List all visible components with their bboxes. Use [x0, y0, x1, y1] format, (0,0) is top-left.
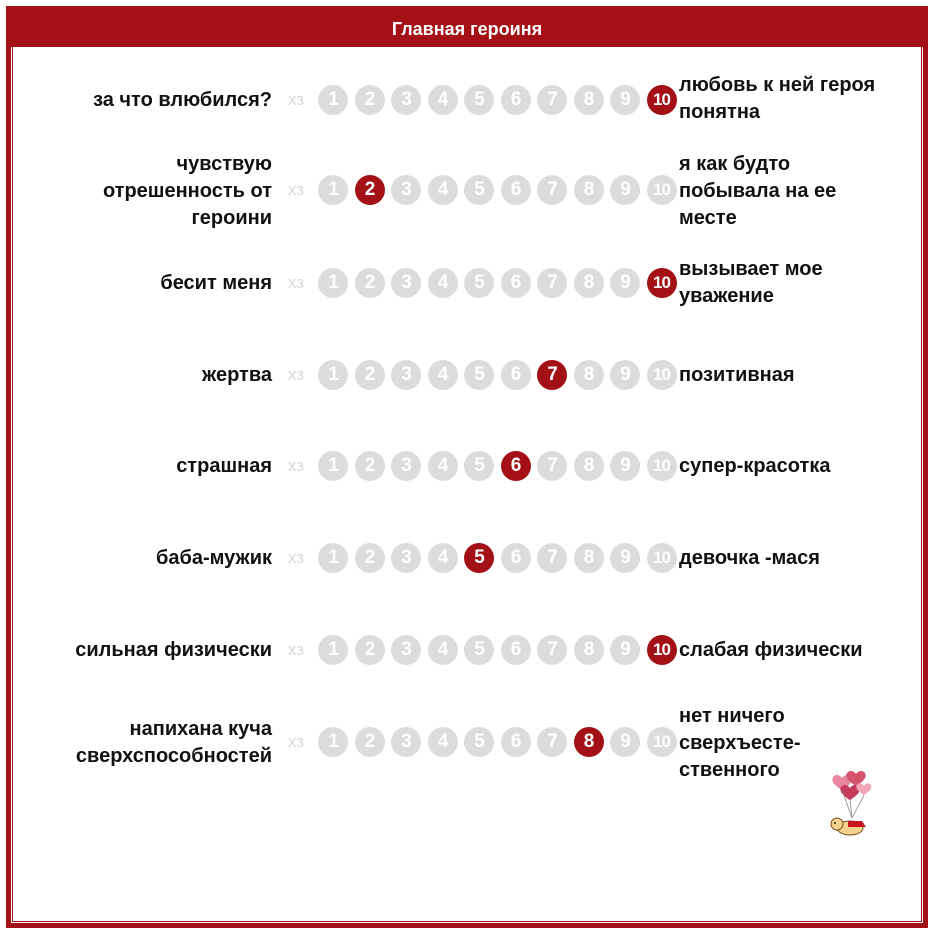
dog-icon — [831, 818, 866, 835]
row-1-rating-1[interactable]: 1 — [318, 175, 348, 205]
row-1-rating-7[interactable]: 7 — [537, 175, 567, 205]
row-1-rating-9[interactable]: 9 — [610, 175, 640, 205]
row-1-rating-6[interactable]: 6 — [501, 175, 531, 205]
row-1-rating-10[interactable]: 10 — [647, 175, 677, 205]
row-7-left-label: напихана куча сверхспособностей — [75, 718, 272, 767]
header-bar — [11, 11, 923, 47]
row-7-rating-10[interactable]: 10 — [647, 727, 677, 757]
row-3-rating-8[interactable]: 8 — [574, 360, 604, 390]
row-3-rating-5[interactable]: 5 — [464, 360, 494, 390]
row-0-rating-3[interactable]: 3 — [391, 85, 421, 115]
row-2-right-label: вызывает мое уважение — [679, 258, 823, 307]
row-2-rating-7[interactable]: 7 — [537, 268, 567, 298]
row-6-rating-5[interactable]: 5 — [464, 635, 494, 665]
row-7-rating-1[interactable]: 1 — [318, 727, 348, 757]
row-4-rating-10[interactable]: 10 — [647, 451, 677, 481]
row-5-rating-4[interactable]: 4 — [428, 543, 458, 573]
row-4-rating-7[interactable]: 7 — [537, 451, 567, 481]
row-7-rating-4[interactable]: 4 — [428, 727, 458, 757]
row-1-rating-2[interactable]: 2 — [355, 175, 385, 205]
row-4-left-label: страшная — [176, 455, 272, 477]
row-7-rating-3[interactable]: 3 — [391, 727, 421, 757]
row-2-rating-2[interactable]: 2 — [355, 268, 385, 298]
row-1-rating-3[interactable]: 3 — [391, 175, 421, 205]
row-6-rating-9[interactable]: 9 — [610, 635, 640, 665]
heart-balloons-dog-icon — [828, 770, 878, 846]
row-1-rating-8[interactable]: 8 — [574, 175, 604, 205]
row-0-rating-5[interactable]: 5 — [464, 85, 494, 115]
row-5-left-label: баба-мужик — [156, 547, 272, 569]
row-5-rating-1[interactable]: 1 — [318, 543, 348, 573]
row-1-rating-5[interactable]: 5 — [464, 175, 494, 205]
row-5-rating-6[interactable]: 6 — [501, 543, 531, 573]
row-0-left-label: за что влюбился? — [93, 89, 272, 111]
row-4-rating-1[interactable]: 1 — [318, 451, 348, 481]
row-2-rating-8[interactable]: 8 — [574, 268, 604, 298]
row-6-rating-10[interactable]: 10 — [647, 635, 677, 665]
row-2-rating-4[interactable]: 4 — [428, 268, 458, 298]
row-5-rating-7[interactable]: 7 — [537, 543, 567, 573]
row-6-rating-7[interactable]: 7 — [537, 635, 567, 665]
row-6-rating-6[interactable]: 6 — [501, 635, 531, 665]
row-3-rating-9[interactable]: 9 — [610, 360, 640, 390]
heart-balloons-icon — [832, 771, 871, 818]
row-5-rating-8[interactable]: 8 — [574, 543, 604, 573]
row-7-rating-2[interactable]: 2 — [355, 727, 385, 757]
row-7-right-label: нет ничего сверхъесте-ственного — [679, 705, 801, 781]
row-3-rating-7[interactable]: 7 — [537, 360, 567, 390]
row-6-left-label: сильная физически — [75, 639, 272, 661]
row-7-rating-6[interactable]: 6 — [501, 727, 531, 757]
row-3-xz[interactable]: хз — [287, 365, 305, 384]
row-6-rating-3[interactable]: 3 — [391, 635, 421, 665]
row-1-xz[interactable]: хз — [287, 180, 305, 199]
row-7-rating-8[interactable]: 8 — [574, 727, 604, 757]
row-0-rating-2[interactable]: 2 — [355, 85, 385, 115]
row-6-rating-4[interactable]: 4 — [428, 635, 458, 665]
row-7-rating-9[interactable]: 9 — [610, 727, 640, 757]
row-4-rating-3[interactable]: 3 — [391, 451, 421, 481]
row-4-right-label: супер-красотка — [679, 455, 831, 477]
row-1-rating-4[interactable]: 4 — [428, 175, 458, 205]
row-5-rating-3[interactable]: 3 — [391, 543, 421, 573]
row-3-rating-4[interactable]: 4 — [428, 360, 458, 390]
row-2-rating-3[interactable]: 3 — [391, 268, 421, 298]
row-6-xz[interactable]: хз — [287, 640, 305, 659]
row-5-rating-5[interactable]: 5 — [464, 543, 494, 573]
row-6-rating-8[interactable]: 8 — [574, 635, 604, 665]
row-6-right-label: слабая физически — [679, 639, 863, 661]
row-3-rating-6[interactable]: 6 — [501, 360, 531, 390]
row-4-rating-5[interactable]: 5 — [464, 451, 494, 481]
row-3-rating-10[interactable]: 10 — [647, 360, 677, 390]
row-2-rating-6[interactable]: 6 — [501, 268, 531, 298]
row-5-rating-9[interactable]: 9 — [610, 543, 640, 573]
row-6-rating-2[interactable]: 2 — [355, 635, 385, 665]
row-3-rating-1[interactable]: 1 — [318, 360, 348, 390]
row-2-rating-9[interactable]: 9 — [610, 268, 640, 298]
row-2-xz[interactable]: хз — [287, 273, 305, 292]
row-3-right-label: позитивная — [679, 364, 795, 386]
row-4-xz[interactable]: хз — [287, 456, 305, 475]
row-5-right-label: девочка -мася — [679, 547, 820, 569]
row-7-xz[interactable]: хз — [287, 732, 305, 751]
row-0-rating-9[interactable]: 9 — [610, 85, 640, 115]
row-4-rating-2[interactable]: 2 — [355, 451, 385, 481]
row-1-right-label: я как будто побывала на ее месте — [679, 153, 837, 229]
row-7-rating-7[interactable]: 7 — [537, 727, 567, 757]
row-0-rating-6[interactable]: 6 — [501, 85, 531, 115]
row-7-rating-5[interactable]: 5 — [464, 727, 494, 757]
row-0-right-label: любовь к ней героя понятна — [679, 74, 876, 123]
row-2-left-label: бесит меня — [160, 272, 272, 294]
row-0-rating-7[interactable]: 7 — [537, 85, 567, 115]
row-0-xz[interactable]: хз — [287, 90, 305, 109]
row-5-xz[interactable]: хз — [287, 548, 305, 567]
row-2-rating-10[interactable]: 10 — [647, 268, 677, 298]
row-0-rating-1[interactable]: 1 — [318, 85, 348, 115]
row-1-left-label: чувствую отрешенность от героини — [102, 153, 272, 229]
row-4-rating-9[interactable]: 9 — [610, 451, 640, 481]
row-2-rating-1[interactable]: 1 — [318, 268, 348, 298]
page-title: Главная героиня — [391, 18, 543, 39]
row-5-rating-10[interactable]: 10 — [647, 543, 677, 573]
row-4-rating-6[interactable]: 6 — [501, 451, 531, 481]
row-3-rating-3[interactable]: 3 — [391, 360, 421, 390]
row-3-left-label: жертва — [202, 364, 272, 386]
row-4-rating-8[interactable]: 8 — [574, 451, 604, 481]
row-5-rating-2[interactable]: 2 — [355, 543, 385, 573]
row-0-rating-4[interactable]: 4 — [428, 85, 458, 115]
row-0-rating-8[interactable]: 8 — [574, 85, 604, 115]
row-4-rating-4[interactable]: 4 — [428, 451, 458, 481]
row-3-rating-2[interactable]: 2 — [355, 360, 385, 390]
row-6-rating-1[interactable]: 1 — [318, 635, 348, 665]
row-2-rating-5[interactable]: 5 — [464, 268, 494, 298]
row-0-rating-10[interactable]: 10 — [647, 85, 677, 115]
